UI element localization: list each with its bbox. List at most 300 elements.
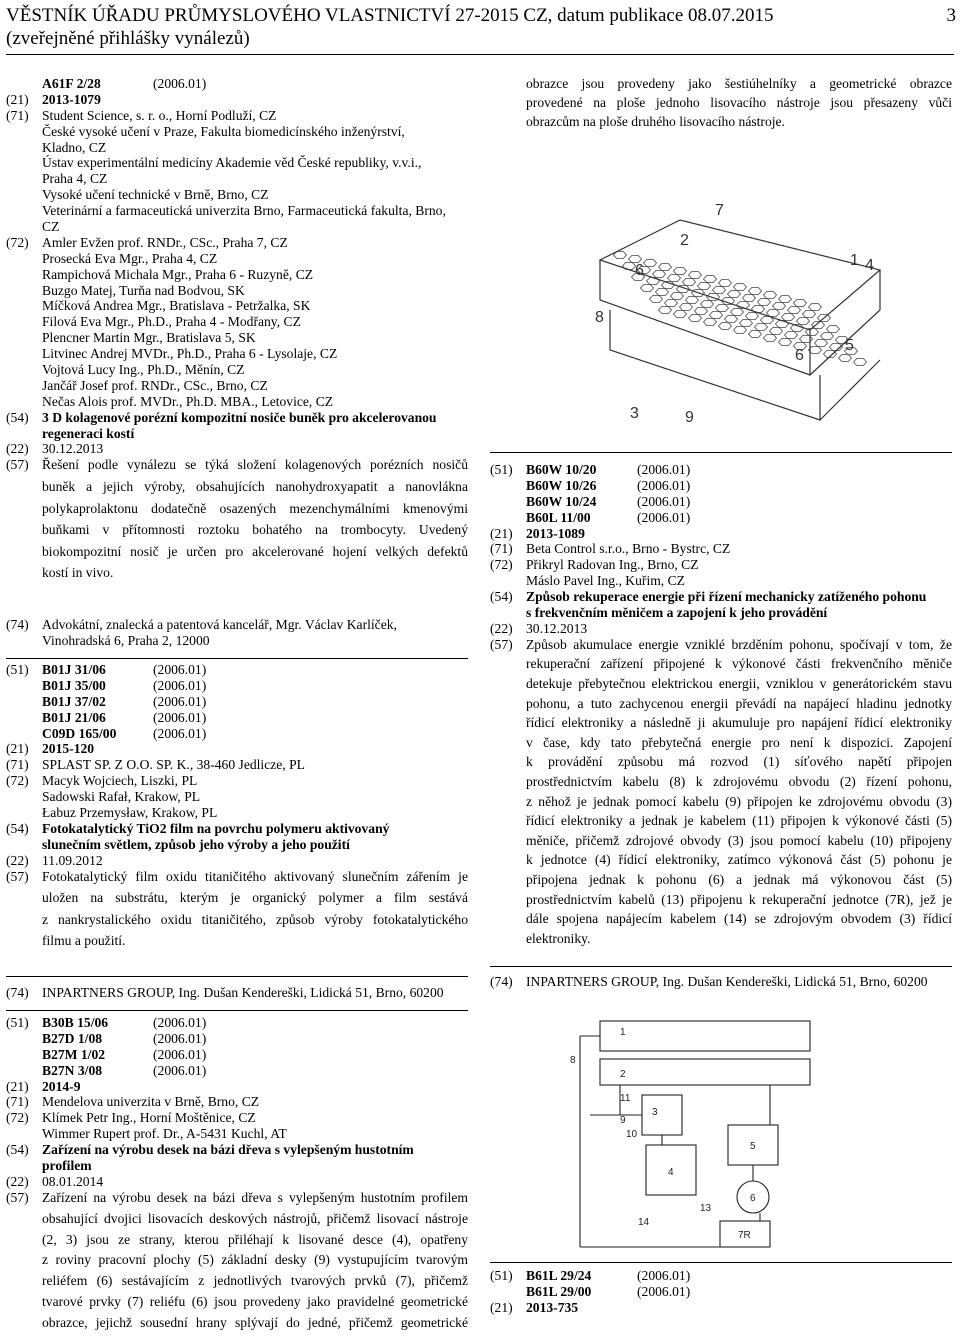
applicant-line: Vojtová Lucy Ing., Ph.D., Měnín, CZ: [42, 362, 245, 378]
class-date: (2006.01): [153, 76, 207, 91]
entry-line: [6, 378, 468, 394]
press-plate-outline: [610, 310, 820, 420]
inid-code: (57): [490, 636, 513, 652]
entry-line: [6, 1190, 468, 1211]
entry-line: [6, 479, 468, 501]
abstract-line: prostřednictvím kabelu (8) k zdrojovému obvodu (2) řízení pohonu,: [526, 773, 952, 789]
journal-subtitle: (zveřejněné přihlášky vynálezů): [6, 28, 250, 49]
entry-line: [6, 155, 468, 171]
entry-line: [6, 985, 468, 1001]
invention-title: s frekvenčním měničem a zapojení k jeho provádění: [526, 605, 828, 621]
abstract-line: obsahující dvojici lisovacích deskových nástrojů, přičemž lisovací nástroje: [42, 1210, 468, 1226]
applicant-line: Přikryl Radovan Ing., Brno, CZ: [526, 557, 699, 573]
inid-code: (51): [6, 662, 29, 677]
entry-line: [6, 1294, 468, 1315]
figure-reference-label: 3: [652, 1107, 658, 1118]
entry-line: [490, 696, 952, 716]
entry-line: [490, 1268, 952, 1284]
inid-code: (74): [490, 974, 513, 989]
entry-line: [6, 662, 468, 678]
entry-line: [6, 426, 468, 442]
entry-recuperation-agent: [490, 974, 952, 990]
figure-reference-label: 1: [620, 1027, 626, 1038]
entry-line: [6, 410, 468, 426]
class-code: B01J 21/06: [42, 709, 106, 725]
hexagon-cell: [749, 331, 762, 338]
entry-line: [6, 1079, 468, 1095]
class-code: B27D 1/08: [42, 1030, 103, 1046]
entry-line: [6, 124, 468, 140]
applicant-line: Beta Control s.r.o., Brno - Bystrc, CZ: [526, 541, 731, 557]
hexagon-cell: [680, 304, 693, 311]
entry-line: [6, 457, 468, 479]
entry-line: [6, 251, 468, 267]
application-number: 2013-1079: [42, 91, 101, 107]
agent-line: Vinohradská 6, Praha 2, 12000: [42, 632, 210, 648]
inid-code: (54): [490, 589, 513, 605]
entry-line: [490, 656, 952, 676]
inid-code: (72): [6, 1110, 29, 1126]
entry-line: [490, 494, 952, 510]
entry-separator: [6, 1010, 468, 1011]
entry-separator: [490, 966, 952, 967]
figure-reference-label: 8: [595, 309, 604, 326]
hexagon-cell: [740, 320, 753, 327]
entry-line: [490, 911, 952, 931]
entry-line: [6, 933, 468, 955]
entry-line: [6, 617, 468, 633]
entry-line: [6, 805, 468, 821]
entry-energy-recuperation: [490, 462, 952, 950]
figure-reference-label: 2: [620, 1069, 626, 1080]
entry-line: [6, 1031, 468, 1047]
hexagon-cell: [767, 310, 780, 317]
hexagon-cell: [701, 301, 714, 308]
invention-title: Fotokatalytický TiO2 film na povrchu polymeru aktivovaný: [42, 820, 390, 836]
hexagon-cell: [644, 260, 657, 267]
applicant-line: Sadowski Rafał, Krakow, PL: [42, 789, 201, 805]
application-number: 2013-1089: [526, 525, 585, 541]
entry-line: [6, 678, 468, 694]
entry-line: [6, 1142, 468, 1158]
applicant-line: Ústav experimentální medicíny Akademie věd České republiky, v.v.i.,: [42, 155, 422, 171]
figure-reference-label: 4: [668, 1167, 674, 1178]
hexagon-cell: [647, 278, 660, 285]
class-code: B01J 31/06: [42, 662, 106, 677]
invention-title: 3 D kolagenové porézní kompozitní nosiče buněk pro akcelerovanou: [42, 409, 437, 425]
entry-line: [6, 726, 468, 742]
applicant-line: Mendelova univerzita v Brně, Brno, CZ: [42, 1094, 260, 1110]
agent-line: INPARTNERS GROUP, Ing. Dušan Kendereški, Lidická 51, Brno, 60200: [526, 974, 928, 989]
invention-title: Způsob rekuperace energie při řízení mechanicky zatíženého pohonu: [526, 589, 927, 605]
entry-line: [6, 522, 468, 544]
inid-code: (22): [6, 1173, 29, 1189]
application-number: 2014-9: [42, 1078, 81, 1094]
abstract-line: biokompozitní nosič je určen pro akcelerované hojení velkých defektů: [42, 543, 468, 559]
entry-line: [490, 462, 952, 478]
entry-wood-board-continued: [490, 76, 952, 133]
abstract-line: pohonu, a tuto zachycenou energii převádí na napájecí hladinu jednotky: [526, 695, 952, 711]
hexagon-cell: [713, 287, 726, 294]
class-code: B60L 11/00: [526, 509, 591, 525]
entry-line: [6, 1047, 468, 1063]
inid-code: (72): [490, 557, 513, 573]
inid-code: (54): [6, 820, 29, 836]
applicant-line: Rampichová Michala Mgr., Praha 6 - Ruzyně, CZ: [42, 266, 314, 282]
inid-code: (51): [6, 1015, 29, 1030]
entry-line: [6, 346, 468, 362]
hexagon-cell: [665, 300, 678, 307]
applicant-line: Prosecká Eva Mgr., Praha 4, CZ: [42, 250, 218, 266]
figure-reference-label: 5: [750, 1141, 756, 1152]
entry-line: [6, 565, 468, 587]
entry-line: [490, 510, 952, 526]
hexagon-cell: [641, 285, 654, 292]
hexagon-cell: [803, 311, 816, 318]
inid-code: (22): [6, 852, 29, 868]
inid-code: (54): [6, 409, 29, 425]
entry-line: [490, 794, 952, 814]
hexagon-cell: [731, 309, 744, 316]
hexagon-cell: [734, 327, 747, 334]
class-date: (2006.01): [153, 709, 207, 725]
applicant-line: Buzgo Matej, Turňa nad Bodvou, SK: [42, 282, 245, 298]
hexagon-cell: [779, 296, 792, 303]
entry-line: [490, 676, 952, 696]
class-date: (2006.01): [153, 693, 207, 709]
press-plate-outline: [820, 360, 880, 420]
hexagon-cell: [827, 326, 840, 333]
hexagon-cell: [674, 268, 687, 275]
abstract-line: z roviny pracovní plochy (5) základní desky (9) vystupujícím tvarovým: [42, 1252, 468, 1268]
hexagon-cell: [749, 288, 762, 295]
entry-line: [6, 501, 468, 523]
figure-reference-label: 13: [700, 1203, 712, 1214]
inid-code: (21): [6, 91, 29, 107]
inid-code: (71): [490, 541, 513, 557]
entry-line: [6, 837, 468, 853]
class-date: (2006.01): [637, 462, 691, 477]
entry-line: [6, 219, 468, 235]
entry-line: [490, 715, 952, 735]
inid-code: (51): [490, 462, 513, 477]
entry-line: [6, 1232, 468, 1253]
agent-line: Advokátní, znalecká a patentová kancelář, Mgr. Václav Karlíček,: [42, 616, 397, 632]
applicant-line: Míčková Andrea Mgr., Bratislava - Petržalka, SK: [42, 298, 311, 314]
entry-line: [6, 633, 468, 649]
abstract-line: k jednotce (4) řídicí elektroniky, zatímco výkonová část (5) pohonu je: [526, 852, 952, 868]
entry-line: [6, 394, 468, 410]
hexagon-cell: [719, 280, 732, 287]
abstract-line: připojena jednak k pohonu (6) a jednak má výkonovou část (5): [526, 871, 952, 887]
entry-line: [6, 1063, 468, 1079]
hexagon-cell: [710, 312, 723, 319]
class-code: B61L 29/24: [526, 1268, 592, 1283]
hexagon-cell: [656, 289, 669, 296]
entry-line: [6, 1110, 468, 1126]
figure-reference-label: 9: [620, 1115, 626, 1126]
entry-separator: [6, 658, 468, 659]
hexagon-cell: [764, 292, 777, 299]
entry-line: [490, 557, 952, 573]
hexagon-cell: [755, 324, 768, 331]
block-mains: [600, 1021, 810, 1051]
inid-code: (57): [6, 868, 29, 884]
abstract-line: měniče, přičemž zdrojové obvody (3) jsou pomocí kabelu (10) připojeny: [526, 832, 952, 848]
inid-code: (22): [490, 620, 513, 636]
applicant-line: Student Science, s. r. o., Horní Podluží, CZ: [42, 107, 277, 123]
class-date: (2006.01): [637, 1268, 691, 1283]
inid-code: (51): [490, 1268, 513, 1283]
entry-line: [490, 621, 952, 637]
entry-line: [6, 108, 468, 124]
entry-line: [6, 1126, 468, 1142]
entry-separator: [490, 1262, 952, 1263]
hexagon-cell: [743, 295, 756, 302]
class-code: C09D 165/00: [42, 725, 117, 741]
class-date: (2006.01): [153, 677, 207, 693]
abstract-line: v čase, kdy tato přebytečná energie pro není k dispozici. Zapojení: [526, 734, 952, 750]
entry-line: [490, 478, 952, 494]
entry-line: [6, 140, 468, 156]
abstract-line: detekuje přebytečnou elektrickou energii, vzniklou v generátorickém stavu: [526, 675, 952, 691]
entry-line: [490, 605, 952, 621]
inid-code: (21): [6, 1078, 29, 1094]
entry-line: [6, 362, 468, 378]
hexagon-cell: [779, 339, 792, 346]
entry-line: [6, 76, 468, 92]
hexagon-cell: [683, 279, 696, 286]
entry-line: [490, 774, 952, 794]
abstract: [6, 457, 468, 587]
figure-reference-label: 14: [638, 1217, 650, 1228]
abstract-line: provedené na ploše jednoho lisovacího nástroje jsou přesazeny vůči: [526, 95, 952, 110]
abstract-line: obrazce jsou provedeny jako šestiúhelníky a geometrické obrazce: [526, 76, 952, 91]
inid-code: (71): [6, 107, 29, 123]
entry-line: [6, 441, 468, 457]
hexagon-cell: [719, 323, 732, 330]
hexagon-cell: [659, 264, 672, 271]
invention-title: slunečním světlem, způsob jeho výroby a jeho použití: [42, 836, 350, 852]
applicant-line: Jančář Josef prof. RNDr., CSc., Brno, CZ: [42, 377, 268, 393]
hexagon-cell: [716, 305, 729, 312]
entry-line: [6, 1174, 468, 1190]
figure-reference-label: 7: [715, 202, 724, 219]
entry-line: [6, 203, 468, 219]
application-number: 2013-735: [526, 1299, 579, 1315]
application-number: 2015-120: [42, 741, 95, 757]
applicant-line: Klímek Petr Ing., Horní Moštěnice, CZ: [42, 1110, 256, 1126]
class-date: (2006.01): [153, 1062, 207, 1078]
recuperation-circuit-figure: [560, 1015, 820, 1255]
entry-line: [490, 754, 952, 774]
class-date: (2006.01): [637, 1283, 691, 1299]
applicant-line: Kladno, CZ: [42, 139, 107, 155]
entry-line: [6, 912, 468, 934]
class-date: (2006.01): [153, 1015, 207, 1030]
class-code: B01J 37/02: [42, 693, 106, 709]
hexagon-cell: [773, 303, 786, 310]
filing-date: 08.01.2014: [42, 1173, 104, 1189]
abstract-line: dále spojena napájecím kabelem (14) se zdrojovým obvodem (3) řídicí: [526, 911, 952, 927]
hexagon-cell: [776, 321, 789, 328]
entry-line: [490, 892, 952, 912]
entry-line: [6, 544, 468, 566]
class-code: A61F 2/28: [42, 76, 101, 91]
entry-bone-scaffold: [6, 76, 468, 649]
abstract-line: Fotokatalytický film oxidu titaničitého aktivovaný slunečním zářením je: [42, 868, 468, 884]
inid-code: (71): [6, 1094, 29, 1110]
abstract-line: tvarové prvky (7) reliéfu (6) jsou provedeny jako pravidelné geometrické: [42, 1294, 468, 1310]
entry-line: [6, 314, 468, 330]
class-code: B27N 3/08: [42, 1062, 103, 1078]
hexagon-cell: [809, 304, 822, 311]
entry-separator: [6, 976, 468, 977]
hexagon-cell: [689, 315, 702, 322]
applicant-line: Vysoké učení technické v Brně, Brno, CZ: [42, 187, 269, 203]
hexagon-cell: [797, 318, 810, 325]
figure-reference-label: 5: [845, 337, 854, 354]
applicant-line: Litvinec Andrej MVDr., Ph.D., Praha 6 - Lysolaje, CZ: [42, 346, 338, 362]
applicant-line: CZ: [42, 219, 60, 235]
entry-line: [6, 821, 468, 837]
entry-line: [490, 95, 952, 114]
entry-line: [490, 541, 952, 557]
entry-line: [6, 171, 468, 187]
class-date: (2006.01): [637, 477, 691, 493]
entry-wood-board: [6, 1015, 468, 1336]
hexagon-cell: [686, 297, 699, 304]
entry-line: [6, 890, 468, 912]
applicant-line: Macyk Wojciech, Liszki, PL: [42, 773, 198, 789]
abstract-line: reliéfem (6) sestávajícím z jednotlivých tvarových prvků (7), přičemž: [42, 1273, 468, 1289]
abstract-line: Zařízení na výrobu desek na bázi dřeva s vylepšeným hustotním profilem: [42, 1189, 468, 1205]
applicant-line: SPLAST SP. Z O.O. SP. K., 38-460 Jedlicze, PL: [42, 757, 305, 773]
abstract-line: rekuperační zařízení připojené k výkonové části frekvenčního měniče: [526, 656, 952, 672]
figure-reference-label: 8: [570, 1055, 576, 1066]
applicant-line: Máslo Pavel Ing., Kuřim, CZ: [526, 573, 685, 589]
entry-line: [6, 1015, 468, 1031]
inid-code: (74): [6, 985, 29, 1000]
applicant-line: České vysoké učení v Praze, Fakulta biomedicínského inženýrství,: [42, 123, 405, 139]
hexagon-cell: [794, 300, 807, 307]
entry-line: [6, 1211, 468, 1232]
entry-line: [490, 1284, 952, 1300]
class-date: (2006.01): [637, 509, 691, 525]
hexagon-cell: [764, 335, 777, 342]
entry-line: [490, 974, 952, 990]
hexagon-cell: [668, 275, 681, 282]
hexagon-cell: [653, 271, 666, 278]
class-code: B30B 15/06: [42, 1015, 109, 1030]
entry-line: [490, 573, 952, 589]
header-rule: [6, 54, 954, 55]
entry-line: [6, 869, 468, 891]
inid-code: (54): [6, 1142, 29, 1158]
abstract-line: elektroniky.: [526, 930, 591, 946]
inid-code: (72): [6, 234, 29, 250]
hexagon-press-figure: [580, 200, 890, 430]
entry-line: [6, 1273, 468, 1294]
applicant-line: Praha 4, CZ: [42, 171, 108, 187]
hexagon-cell: [659, 307, 672, 314]
entry-line: [6, 1158, 468, 1174]
applicant-line: Amler Evžen prof. RNDr., CSc., Praha 7, CZ: [42, 234, 288, 250]
entry-line: [490, 1300, 952, 1316]
abstract-line: buněk a jejich výroby, obsahujících nanohydroxyapatit a nanovlákna: [42, 478, 468, 494]
hexagon-cell: [785, 332, 798, 339]
figure-reference-label: 4: [865, 257, 874, 274]
hexagon-cell: [671, 293, 684, 300]
abstract: [490, 637, 952, 951]
entry-line: [6, 267, 468, 283]
page-header: [6, 4, 956, 50]
inid-code: (72): [6, 773, 29, 789]
entry-line: [6, 330, 468, 346]
block-control-source: [642, 1095, 682, 1135]
entry-line: [490, 637, 952, 657]
entry-line: [490, 852, 952, 872]
hexagon-cell: [725, 316, 738, 323]
abstract-line: filmu a použití.: [42, 933, 126, 949]
entry-line: [6, 694, 468, 710]
hexagon-cell: [839, 355, 852, 362]
invention-title: regeneraci kostí: [42, 425, 135, 441]
inid-code: (57): [6, 457, 29, 473]
hexagon-cell: [704, 276, 717, 283]
abstract-line: k provádění způsobu má rozvod (1) síťového napětí připojen: [526, 754, 952, 770]
class-code: B27M 1/02: [42, 1046, 106, 1062]
class-date: (2006.01): [153, 662, 207, 677]
entry-line: [6, 283, 468, 299]
entry-line: [6, 741, 468, 757]
abstract-continued: [490, 76, 952, 133]
filing-date: 30.12.2013: [526, 620, 588, 636]
inid-code: (21): [6, 741, 29, 757]
entry-line: [490, 872, 952, 892]
hexagon-cell: [815, 340, 828, 347]
abstract-line: řídicí elektroniky a následně ji akumuluje pro napájení řídicí elektroniky: [526, 715, 952, 731]
invention-title: profilem: [42, 1158, 92, 1174]
figure-reference-label: 10: [626, 1129, 638, 1140]
figure-reference-label: 3: [630, 405, 639, 422]
entry-separator: [490, 452, 952, 453]
entry-tio2-agent: [6, 985, 468, 1001]
abstract-line: buňkami v přítomnosti roztoku bohatého na trombocyty. Uvedený: [42, 522, 468, 538]
entry-line: [6, 187, 468, 203]
hexagon-cell: [674, 311, 687, 318]
page-number: 3: [946, 5, 956, 26]
hexagon-cell: [689, 272, 702, 279]
class-date: (2006.01): [153, 725, 207, 741]
entry-line: [490, 589, 952, 605]
abstract-line: obrazce, jejichž sousední hrany splývají do jedné, přičemž geometrické: [42, 1315, 468, 1331]
entry-line: [490, 813, 952, 833]
applicant-line: Łabuz Przemysław, Krakow, PL: [42, 805, 218, 821]
applicant-line: Wimmer Rupert prof. Dr., A-5431 Kuchl, AT: [42, 1126, 287, 1142]
hexagon-cell: [695, 308, 708, 315]
entry-line: [490, 735, 952, 755]
agent-line: INPARTNERS GROUP, Ing. Dušan Kendereški, Lidická 51, Brno, 60200: [42, 985, 444, 1000]
invention-title: Zařízení na výrobu desek na bázi dřeva s vylepšeným hustotním: [42, 1142, 414, 1158]
entry-line: [490, 76, 952, 95]
abstract-line: (2, 3) jsou ze strany, kterou přiléhají k lisované desce (4), opatřeny: [42, 1231, 468, 1247]
entry-railway: [490, 1268, 952, 1316]
entry-line: [490, 833, 952, 853]
entry-line: [6, 773, 468, 789]
inid-code: (57): [6, 1189, 29, 1205]
entry-line: [6, 710, 468, 726]
